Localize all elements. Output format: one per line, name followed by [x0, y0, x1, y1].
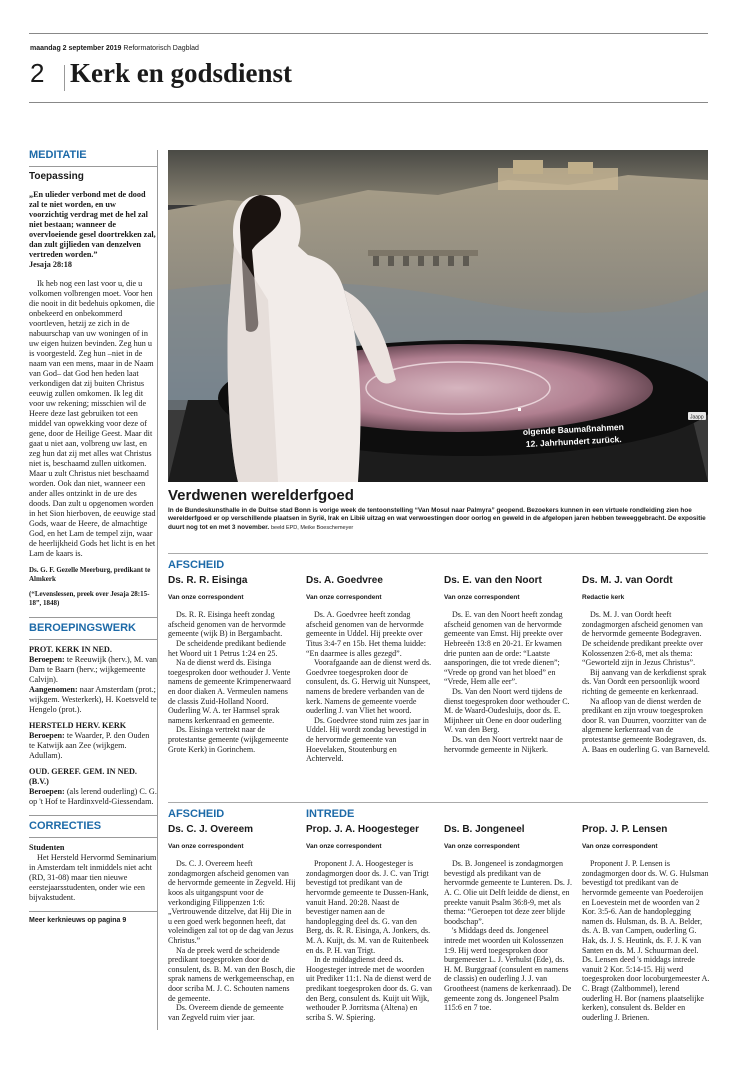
article-paragraph: Ds. E. van den Noort heeft zondag afscheid genomen van de hervormde gemeente van Emst. Hij preekte over Hebreeën 13:8 en 20-21. Er kwamen drie punten aan de orde: “Laatste aansporingen, die tot vrede dienen”; “Vrede op grond van het bloed” en “Vrede, Hem alle eer”. [444, 610, 563, 687]
divider [29, 837, 157, 838]
article-paragraph: Ds. Eisinga vertrekt naar de protestantse gemeente (wijkgemeente Grote Kerk) in Gorinchem. [168, 725, 289, 754]
correcties-body: Het Hersteld Hervormd Seminarium in Amsterdam telt inmiddels niet acht (RD, 31-08) maar tien nieuwe eerstejaarsstudenten, onder wie een bijvakstudent. [29, 853, 157, 902]
meditatie-source: (“Levenslessen, preek over Jesaja 28:15-18”, 1848) [29, 590, 150, 607]
dateline [30, 45, 199, 52]
article-paragraph: Proponent J. P. Lensen is zondagmorgen door ds. W. G. Hulsman bevestigd tot predikant van de hervormde gemeente van Poederoijen en Loevestein met de woorden van 2 Kor. 3:5-6. Aan de handoplegging namen ds. Hulsman, ds. B. A. Belder, ds. A. B. van Campen, ouderling G. Hak, ds. J. S. Heutink, ds. F. J. K van Santen en ds. M. J. Schuurman deel. Ds. Lensen deed 's middags intrede vanuit 2 Kor. 5:14-15. Hij werd toegesproken door locoburgemeester A. C. Bragt (Zaltbommel), lerend ouderling H. Bor (namens plaatselijke kerken), consulent ds. Belder en ouderling J. Brienen. [582, 859, 710, 1022]
beroepingswerk-block [29, 767, 157, 807]
article-title: Ds. M. J. van Oordt [582, 575, 673, 586]
article-paragraph: Na de dienst werd ds. Eisinga toegesproken door wethouder J. Vente namens de gemeente Krimpenerwaard en door diaken A. Vermeulen namens de classis Zuid-Holland Noord. Ouderling W. A. ter Harmsel sprak namens kerkenraad en gemeente. [168, 658, 291, 725]
article [168, 825, 296, 1022]
photo-credit: beeld EPD, Meike Boeschemeyer [270, 524, 354, 531]
article-paragraph: 's Middags deed ds. Jongeneel intrede met woorden uit Kolossenzen 1:9. Hij werd toegesproken door burgemeester L. J. Verhulst (Ede), ds. H. M. Burggraaf (consulent en namens de classis) en ouderling J. J. van Grootheest (namens de kerkenraad). De gemeente zong ds. Jongeneel Psalm 115:6 en 7 toe. [444, 926, 572, 1013]
article [306, 825, 434, 1022]
divider [29, 911, 157, 912]
meditatie-body: Ik heb nog een last voor u, die u volkomen volbrengen moet. Voor hen die nooit in dit bedehuis opkomen, die onbekeerd en onbekommerd voortleven, hetzij ze zich in de nabuurschap van uw woningen of in uw eigen huizen bevinden. Zeg hun u is voorgesteld. Zeg hun –niet in de naam van een mens, maar in de Naam van God– dat God hen heden laat verkondigen dat zij buiten Christus eeuwig zullen omkomen. Ik leg dit voor uw rekening; misschien wil de Heere deze last gebruiken tot een middel van opwekking voor deze of gene, door de Heilige Geest. Maar dit gaat u niet aan, volbreng uw last, en zeg hun dat zij met alles wat Christus niet is, beschaamd zullen uitkomen. Maar u zult Christus niet beschaamd worden. Ook dan niet, wanneer een ander alles ontzinkt in de ure des doods. Dan zult u opgenomen worden in het Sion hierboven, de eeuwige stad Gods, waar de Heere, de almachtige God, en het Lam de tempel zijn, waar de heerlijkheid Gods het licht is en het Lam de kaars is. [29, 279, 156, 558]
article-title: Ds. E. van den Noort [444, 575, 542, 586]
caption-body [168, 507, 708, 532]
beroepingswerk-text: naar Amsterdam (prot.; wijkgem. Westerkerk), H. Koetsveld te Hengelo (prot.). [29, 685, 157, 714]
beroepingswerk-text: te Reeuwijk (herv.), M. van Dam te Baarn (herv.; wijkgemeente Calvijn). [29, 655, 158, 684]
band-rule-top [168, 553, 708, 554]
divider [29, 815, 157, 816]
article-byline: Van onze correspondent [306, 593, 382, 601]
article-paragraph: Ds. van den Noort vertrekt naar de hervormde gemeente in Nijkerk. [444, 734, 563, 754]
beroepingswerk-list [29, 645, 157, 807]
article-title: Prop. J. P. Lensen [582, 824, 668, 835]
beroepingswerk-text: (als lerend ouderling) C. G. op 't Hof te Hardinxveld-Giessendam. [29, 787, 157, 806]
church-name: HERSTELD HERV. KERK [29, 721, 127, 730]
article-paragraph: In de middagdienst deed ds. Hoogesteger intrede met de woorden uit Prediker 11:1. Na de dienst werd de predikant toegesproken door ds. G. van den Berg, consulent ds. Kuijt uit Wijk, wethouder P. Jorritsma (Altena) en scriba S. W. Spiering. [306, 955, 432, 1022]
article [582, 825, 710, 1022]
church-name: OUD. GEREF. GEM. IN NED. (B.V.) [29, 767, 137, 786]
article-byline: Van onze correspondent [168, 842, 244, 850]
article-paragraph: Ds. C. J. Overeem heeft zondagmorgen afscheid genomen van de hervormde gemeente in Zegveld. Hij koos als uitgangspunt voor de verkondiging Filippenzen 1:6: „Vertrouwende ditzelve, dat Hij Die in u een goed werk begonnen heeft, dat voleindigen zal tot op de dag van Jezus Christus.” [168, 859, 296, 945]
beroepingswerk-line [29, 787, 157, 807]
article [306, 576, 434, 764]
caption-title: Verdwenen werelderfgoed [168, 487, 354, 504]
article [444, 825, 572, 1013]
beroepingswerk-heading: BEROEPINGSWERK [29, 622, 136, 634]
article-paragraph: Voorafgaande aan de dienst werd ds. Goedvree toegesproken door de consulent, ds. G. Herwig uit Nunspeet, namens de bredere verbanden van de kerk. Namens de gemeente voerde ouderling J. van Vliet het woord. [306, 658, 432, 716]
article-title: Ds. B. Jongeneel [444, 824, 525, 835]
beroepingswerk-label: Beroepen: [29, 655, 65, 664]
afscheid-band-heading-2: AFSCHEID [168, 808, 225, 820]
article-title: Ds. C. J. Overeem [168, 824, 254, 835]
article-paragraph: Ds. A. Goedvree heeft zondag afscheid genomen van de hervormde gemeente in Uddel. Hij preekte over Titus 3:4-7 en 15b. Het thema luidde: “En daarmee is alles gezegd”. [306, 610, 426, 658]
quote-reference: Jesaja 28:18 [29, 260, 72, 269]
beroepingswerk-label: Beroepen: [29, 787, 65, 796]
article-title: Ds. A. Goedvree [306, 575, 383, 586]
article-byline: Van onze correspondent [306, 842, 382, 850]
article-paragraph: Na afloop van de dienst werden de predikant en zijn vrouw toegesproken door R. van Duurren, voorzitter van de algemene kerkenraad van de protestantse gemeente Bodegraven, ds. A. Baas en ouderling G. van Barneveld. [582, 696, 710, 754]
intrede-band-heading: INTREDE [306, 808, 355, 820]
article-byline: Van onze correspondent [168, 593, 244, 601]
article-byline: Van onze correspondent [444, 593, 520, 601]
beroepingswerk-block [29, 721, 157, 761]
display-badge: Jaapp [690, 414, 704, 421]
article [582, 576, 710, 754]
divider [29, 617, 157, 618]
article-paragraph: De scheidende predikant bediende het Woord uit 1 Petrus 1:24 en 25. [168, 638, 286, 658]
article-byline: Redactie kerk [582, 593, 625, 601]
article-paragraph: Ds. Van den Noort werd tijdens de dienst toegesproken door wethouder C. M. de Waard-Oudesluijs, door ds. E. Mijnheer uit Oene en door ouderling W. van den Berg. [444, 686, 570, 735]
article-paragraph: Proponent J. A. Hoogesteger is zondagmorgen door ds. J. C. van Trigt bevestigd tot predikant van de hervormde gemeente te Dussen-Hank, vanuit Hand. 20:28. Naast de bevestiger namen aan de handoplegging deel ds. G. van den Berg, ds. R. R. Eisinga, A. Jonkers, ds. M. A. Kuijt, ds. M. van de Ruitenbeek en ds. P. H. van Trigt. [306, 859, 431, 955]
meditatie-author: Ds. G. F. Gezelle Meerburg, predikant te Almkerk [29, 566, 151, 583]
article-byline: Van onze correspondent [444, 842, 520, 850]
beroepingswerk-line [29, 655, 157, 685]
article [444, 576, 572, 754]
meditatie-quote: „En ulieder verbond met de dood zal te niet worden, en uw voorzichtig verdrag met de hel zal niet bestaan; wanneer de overvloeiende gesel doortrekken zal, dan zult gijlieden van denzelven vertreden worden.” [29, 190, 156, 259]
header-rule [29, 102, 708, 103]
beroepingswerk-line [29, 685, 157, 715]
exhibition-photo [168, 150, 708, 482]
beroepingswerk-label: Beroepen: [29, 731, 65, 740]
paper-name: Reformatorisch Dagblad [123, 45, 199, 52]
article-byline: Van onze correspondent [582, 842, 658, 850]
article-paragraph: Ds. Goedvree stond ruim zes jaar in Uddel. Hij wordt zondag bevestigd in de hervormde gemeente van Hoevelaken, Stoutenburg en Achterveld. [306, 715, 429, 764]
article-title: Prop. J. A. Hoogesteger [306, 824, 419, 835]
church-name: PROT. KERK IN NED. [29, 645, 112, 654]
correcties-subtitle: Studenten [29, 843, 65, 852]
page-number: 2 [30, 58, 45, 88]
column-divider [157, 150, 158, 1030]
band-rule-bottom [168, 802, 708, 803]
article [168, 576, 296, 754]
article-title: Ds. R. R. Eisinga [168, 575, 248, 586]
display-text-2: 12. Jahrhundert zurück. [525, 433, 622, 449]
article-paragraph: Ds. Overeem diende de gemeente van Zegveld ruim vier jaar. [168, 1003, 284, 1022]
section-title: Kerk en godsdienst [70, 58, 293, 88]
afscheid-band-heading: AFSCHEID [168, 559, 225, 571]
date: maandag 2 september 2019 [30, 45, 122, 52]
article-paragraph: Bij aanvang van de kerkdienst sprak ds. Van Oordt een persoonlijk woord richting de gemeente en kerkenraad. [582, 667, 707, 696]
correcties-heading: CORRECTIES [29, 820, 102, 832]
display-text-1: olgende Baumaßnahmen [522, 421, 625, 437]
top-rule [29, 33, 708, 34]
page-separator [64, 65, 65, 91]
sidebar [29, 150, 157, 929]
sidebar-footer: Meer kerknieuws op pagina 9 [29, 917, 127, 924]
exhibition-photo-image [168, 150, 708, 482]
beroepingswerk-text: te Waarder, P. den Ouden te Katwijk aan Zee (wijkgem. Adullam). [29, 731, 150, 760]
beroepingswerk-block [29, 645, 157, 715]
meditatie-heading: MEDITATIE [29, 149, 87, 161]
beroepingswerk-label: Aangenomen: [29, 685, 78, 694]
article-paragraph: Ds. R. R. Eisinga heeft zondag afscheid genomen van de hervormde gemeente (wijk B) in Bergambacht. [168, 610, 286, 639]
article-paragraph: Ds. B. Jongeneel is zondagmorgen bevestigd als predikant van de hervormde gemeente te Lunteren. Ds. J. A. C. Olie uit Delft leidde de dienst, en preekte vanuit Psalm 36:8-9, met als thema: “Geroepen tot deze zeer blijde boodschap”. [444, 859, 572, 926]
article-paragraph: Na de preek werd de scheidende predikant toegesproken door de consulent, ds. B. M. van den Bosch, die sprak namens de werkgemeenschap, en door scriba M. J. C. Schouten namens de gemeente. [168, 945, 296, 1003]
beroepingswerk-line [29, 731, 157, 761]
divider [29, 166, 157, 167]
divider [29, 639, 157, 640]
meditatie-title: Toepassing [29, 171, 84, 182]
caption-text: In de Bundeskunsthalle in de Duitse stad Bonn is vorige week de tentoonstelling “Van Mosul naar Palmyra” geopend. Bezoekers kunnen in een virtuele rondleiding zien hoe werelderfgoed er op verschillende plaatsen in Syrië, Irak en Libië uitzag en wat verwoestingen door oorlog en geweld in de afgelopen jaren hebben teweeggebracht. De expositie duurt nog tot en met 3 november. [168, 507, 706, 531]
article-paragraph: Ds. M. J. van Oordt heeft zondagmorgen afscheid genomen van de hervormde gemeente Bodegraven. De scheidende predikant preekte over Kolossenzen 2:6-8, met als thema: “Geworteld zijn in Jezus Christus”. [582, 610, 703, 668]
